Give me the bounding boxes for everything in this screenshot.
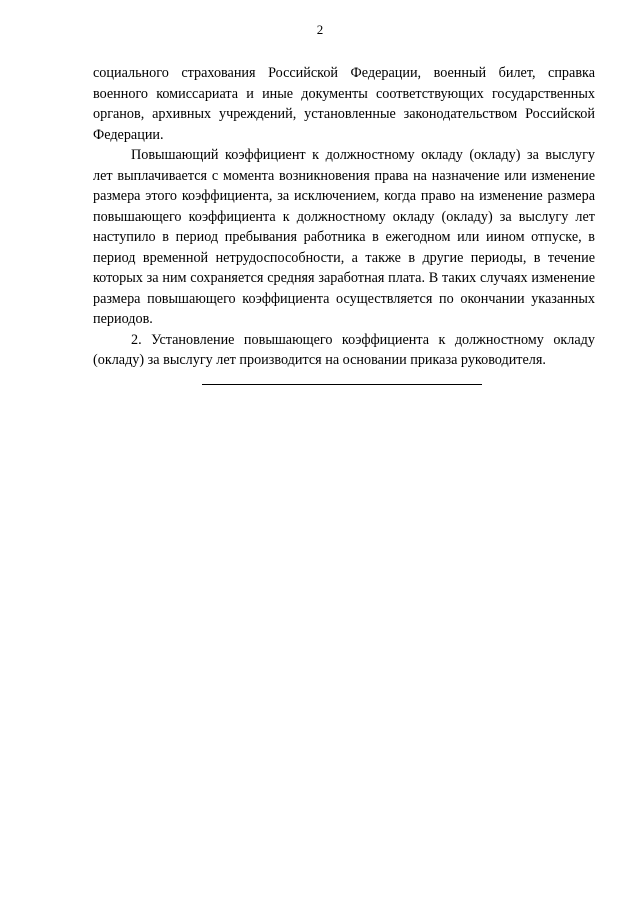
paragraph-coefficient-payment: Повышающий коэффициент к должностному окладу (окладу) за выслугу лет выплачивается с момента возникновения права на назначение или изменение размера этого коэффициента, за исключением, когда право на изменение размера повышающего коэффициента к должностному окладу (окладу) за выслугу лет наступило в период пребывания работника в ежегодном или иином отпуске, в период временной нетрудоспособности, а также в другие периоды, в течение которых за ним сохраняется средняя заработная плата. В таких случаях изменение размера повышающего коэффициента осуществляется по окончании указанных периодов. [93, 147, 595, 327]
end-divider-line [202, 384, 482, 385]
page-number: 2 [316, 22, 324, 37]
paragraph-continuation: социального страхования Российской Федерации, военный билет, справка военного комиссариата и иные документы соответствующих государственных органов, архивных учреждений, установленные законодательством Российской Федерации. [93, 65, 595, 143]
document-body [93, 63, 595, 371]
paragraph-item-2: 2. Установление повышающего коэффициента к должностному окладу (окладу) за выслугу лет производится на основании приказа руководителя. [93, 331, 595, 368]
